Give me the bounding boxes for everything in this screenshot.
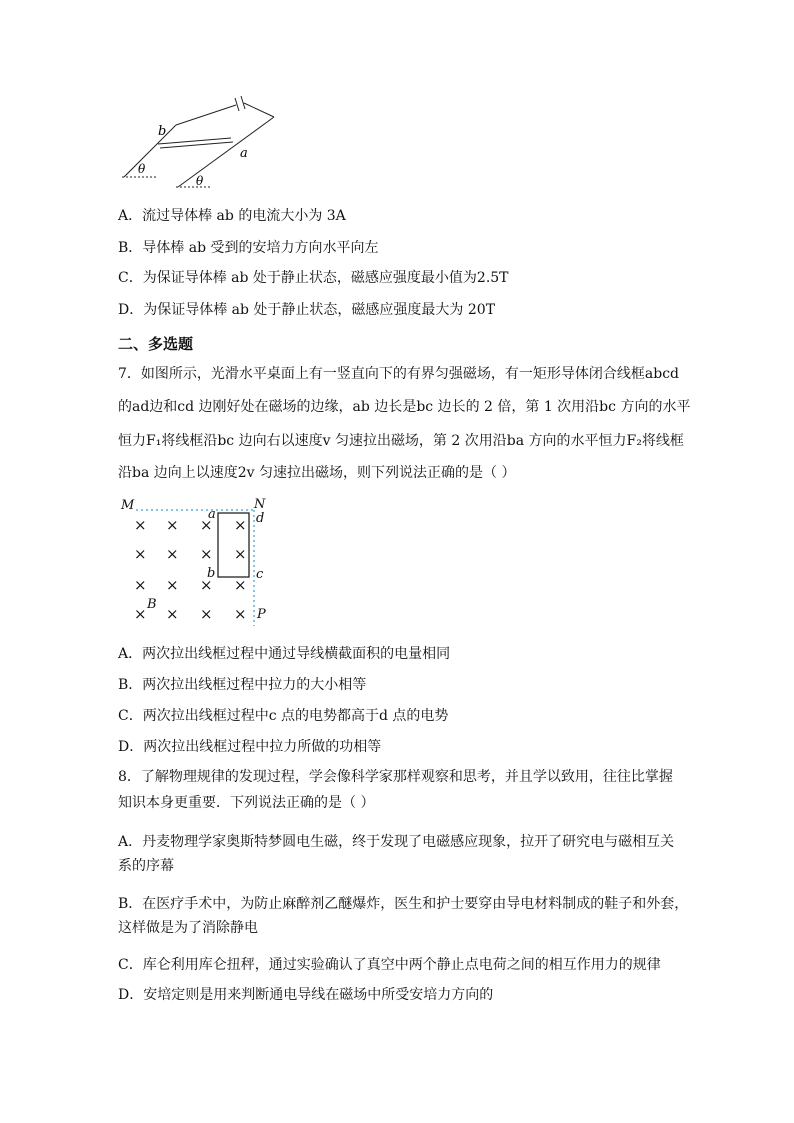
cross: ×	[166, 516, 179, 534]
cross: ×	[200, 576, 213, 594]
label-a2: a	[208, 507, 216, 522]
cross: ×	[200, 605, 213, 623]
incline-rails-figure	[118, 95, 288, 195]
q8-option-d: D．安培定则是用来判断通电导线在磁场中所受安培力方向的	[118, 987, 494, 1003]
q6-option-c: C．为保证导体棒 ab 处于静止状态，磁感应强度最小值为2.5T	[118, 270, 509, 286]
label-c: c	[256, 567, 264, 582]
q6-option-d: D．为保证导体棒 ab 处于静止状态，磁感应强度最大为 20T	[118, 302, 496, 318]
cross: ×	[166, 545, 179, 563]
label-theta-right: θ	[196, 174, 204, 188]
magnetic-field-figure	[118, 494, 278, 632]
q8-stem-line-2: 知识本身更重要．下列说法正确的是（ ）	[118, 795, 375, 811]
cross: ×	[234, 576, 247, 594]
cross: ×	[166, 605, 179, 623]
cross: ×	[134, 576, 147, 594]
q6-option-b: B．导体棒 ab 受到的安培力方向水平向左	[118, 240, 379, 256]
q7-stem-line-3: 恒力F₁将线框沿bc 边向右以速度v 匀速拉出磁场，第 2 次用沿ba 方向的水平恒力F₂将线框	[118, 433, 684, 449]
cross: ×	[134, 545, 147, 563]
cross: ×	[234, 545, 247, 563]
label-theta-left: θ	[138, 162, 146, 176]
q8-option-a-line-2: 系的序幕	[118, 858, 174, 874]
label-a: a	[240, 146, 248, 161]
label-P: P	[257, 607, 266, 622]
cross: ×	[134, 516, 147, 534]
cross: ×	[166, 576, 179, 594]
q7-option-a: A．两次拉出线框过程中通过导线横截面积的电量相同	[118, 646, 451, 662]
q7-stem-line-2: 的ad边和cd 边刚好处在磁场的边缘，ab 边长是bc 边长的 2 倍，第 1 次用沿bc 方向的水平	[118, 399, 691, 415]
cross: ×	[200, 516, 213, 534]
label-B: B	[147, 597, 157, 612]
q8-option-b-line-1: B．在医疗手术中，为防止麻醉剂乙醚爆炸，医生和护士要穿由导电材料制成的鞋子和外套，	[118, 896, 689, 912]
q6-option-a: A．流过导体棒 ab 的电流大小为 3A	[118, 208, 346, 224]
q8-option-b-line-2: 这样做是为了消除静电	[118, 920, 258, 936]
cross: ×	[234, 605, 247, 623]
cross: ×	[200, 545, 213, 563]
q7-option-b: B．两次拉出线框过程中拉力的大小相等	[118, 677, 367, 693]
q7-stem-line-4: 沿ba 边向上以速度2v 匀速拉出磁场，则下列说法正确的是（ ）	[118, 465, 516, 481]
label-b: b	[158, 124, 167, 139]
q7-option-d: D．两次拉出线框过程中拉力所做的功相等	[118, 739, 382, 755]
cross: ×	[134, 605, 147, 623]
q8-option-c: C．库仑利用库仑扭秤，通过实验确认了真空中两个静止点电荷之间的相互作用力的规律	[118, 957, 661, 973]
cross: ×	[234, 516, 247, 534]
q8-option-a-line-1: A．丹麦物理学家奥斯特梦圆电生磁，终于发现了电磁感应现象，拉开了研究电与磁相互关	[118, 834, 675, 850]
q7-option-c: C．两次拉出线框过程中c 点的电势都高于d 点的电势	[118, 708, 449, 724]
label-d: d	[256, 511, 265, 526]
label-M: M	[121, 498, 135, 513]
q8-stem-line-1: 8．了解物理规律的发现过程，学会像科学家那样观察和思考，并且学以致用，往往比掌握	[118, 769, 673, 785]
section-heading: 二、多选题	[118, 335, 194, 353]
q7-stem-line-1: 7．如图所示，光滑水平桌面上有一竖直向下的有界匀强磁场，有一矩形导体闭合线框abcd	[118, 366, 680, 382]
label-N: N	[254, 497, 266, 512]
label-b2: b	[207, 566, 216, 581]
